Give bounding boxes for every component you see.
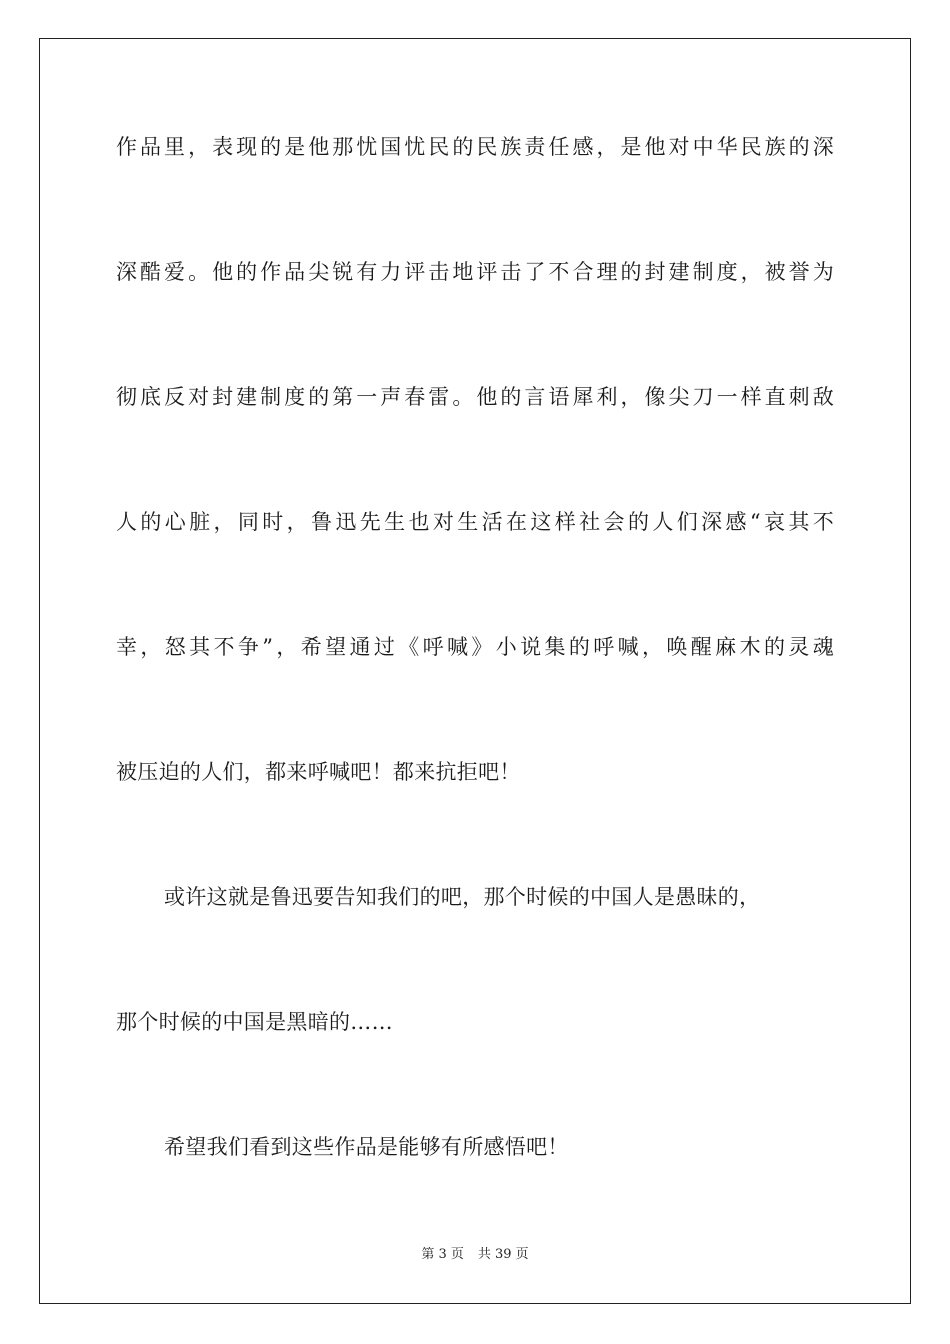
paragraph-line-8: 那个时候的中国是黑暗的…… (116, 1010, 393, 1034)
total-pages: 共 39 页 (477, 1247, 529, 1262)
page-number: 第 3 页 (421, 1247, 464, 1262)
page-footer (0, 1246, 950, 1264)
paragraph-line-6: 被压迫的人们，都来呼喊吧！都来抗拒吧！ (116, 760, 521, 784)
paragraph-line-9: 希望我们看到这些作品是能够有所感悟吧！ (164, 1135, 569, 1159)
paragraph-line-5: 幸，怒其不争”，希望通过《呼喊》小说集的呼喊，唤醒麻木的灵魂 (116, 635, 834, 659)
page-frame (39, 38, 911, 1304)
paragraph-line-4: 人的心脏，同时，鲁迅先生也对生活在这样社会的人们深感“哀其不 (116, 510, 834, 534)
paragraph-line-1: 作品里，表现的是他那忧国忧民的民族责任感，是他对中华民族的深 (116, 135, 834, 159)
paragraph-line-3: 彻底反对封建制度的第一声春雷。他的言语犀利，像尖刀一样直刺敌 (116, 385, 834, 409)
paragraph-line-7: 或许这就是鲁迅要告知我们的吧，那个时候的中国人是愚昧的， (164, 885, 761, 909)
paragraph-line-2: 深酷爱。他的作品尖锐有力评击地评击了不合理的封建制度，被誉为 (116, 260, 834, 284)
